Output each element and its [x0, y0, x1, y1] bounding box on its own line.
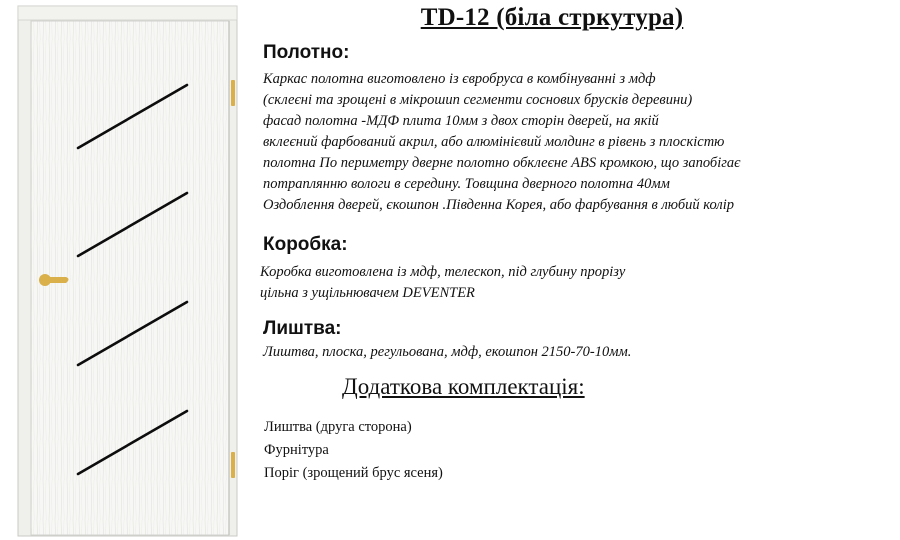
body-line: Лиштва, плоска, регульована, мдф, екошпон 2150-70-10мм. [263, 344, 632, 360]
door-frame-top [18, 6, 237, 20]
extras-item: Поріг (зрощений брус ясеня) [264, 465, 443, 481]
extras-list [264, 416, 443, 485]
extras-item: Фурнітура [264, 442, 329, 458]
section-body-casing [263, 342, 631, 363]
body-line: цільна з ущільнювачем DEVENTER [260, 285, 475, 301]
body-line: Оздоблення дверей, єкошпон .Південна Корея, або фарбування в любий колір [263, 197, 734, 213]
extras-title: Додаткова комплектація: [342, 374, 585, 399]
section-heading-casing: Лиштва: [263, 318, 342, 339]
body-line: фасад полотна -МДФ плита 10мм з двох сторін дверей, на якій [263, 113, 659, 129]
body-line: потраплянню вологи в середину. Товщина дверного полотна 40мм [263, 176, 670, 192]
section-heading-leaf: Полотно: [263, 42, 350, 63]
body-line: полотна По периметру дверне полотно обклеєне ABS кромкою, що запобігає [263, 155, 741, 171]
section-body-frame [260, 262, 625, 304]
hinge-bottom [231, 452, 235, 478]
body-line: (склеєні та зрощені в мікрошип сегменти соснових брусків деревини) [263, 92, 693, 108]
hinge-top [231, 80, 235, 106]
product-title: TD-12 (біла стркутура) [420, 4, 684, 31]
body-line: вклеєний фарбований акрил, або алюмінієвий молдинг в рівень з плоскістю [263, 134, 725, 150]
extras-item: Лиштва (друга сторона) [264, 419, 412, 435]
door-illustration [0, 0, 250, 540]
section-body-leaf [263, 69, 740, 216]
body-line: Коробка виготовлена із мдф, телескоп, під глубину прорізу [260, 264, 626, 280]
body-line: Каркас полотна виготовлено із євробруса в комбінуванні з мдф [263, 71, 656, 87]
section-heading-frame: Коробка: [263, 234, 348, 255]
